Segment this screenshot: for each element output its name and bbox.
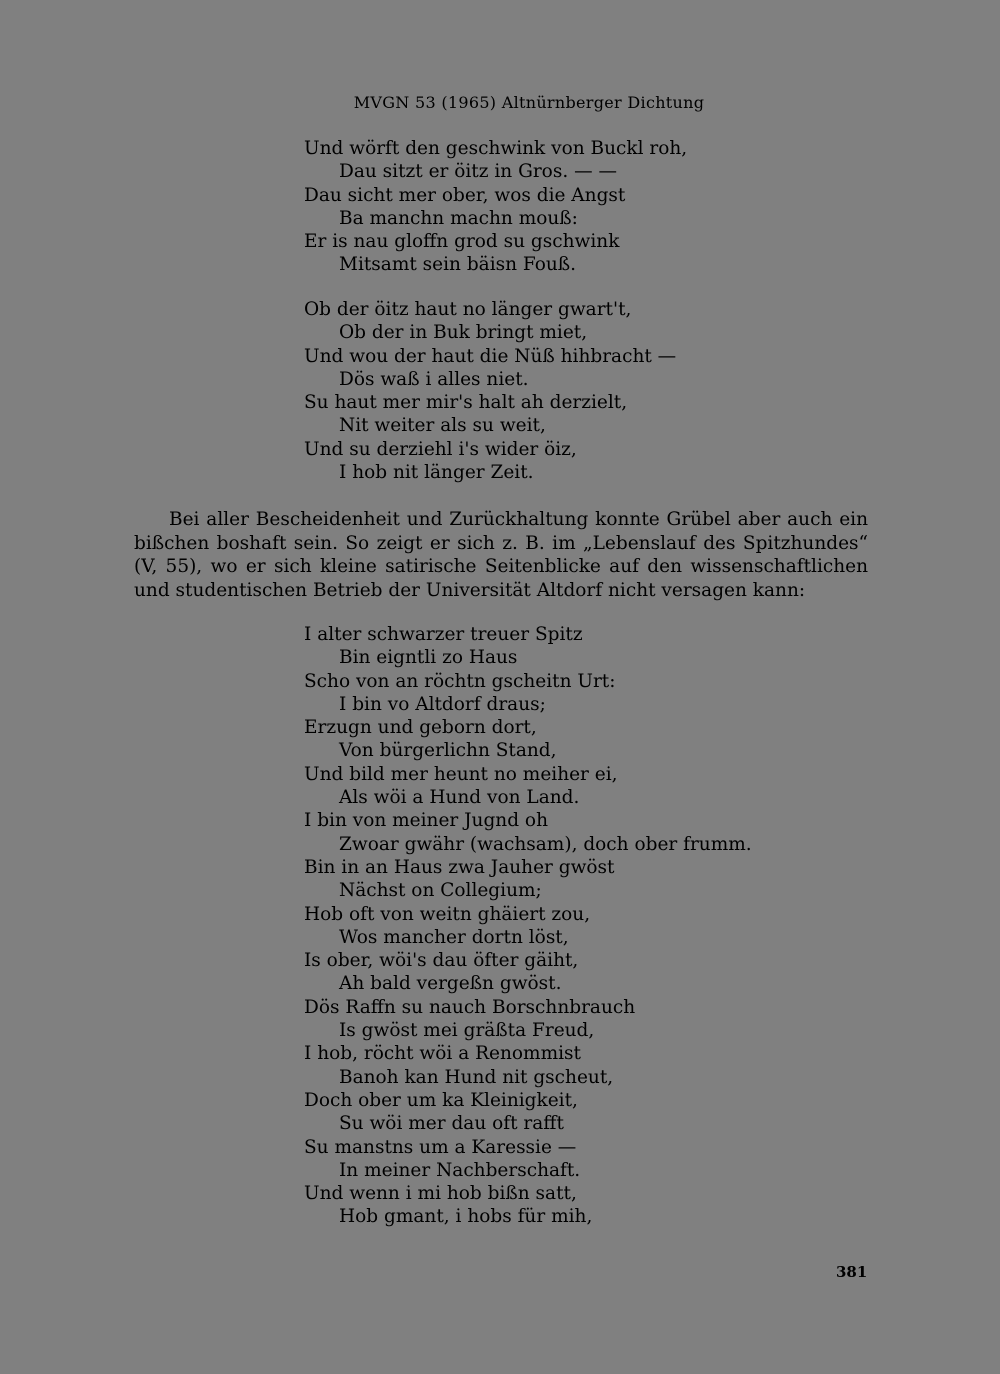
verse-line: Hob oft von weitn ghäiert zou, — [304, 903, 591, 925]
verse-line: I bin von meiner Jugnd oh — [304, 810, 548, 832]
poem-spitzhund — [304, 623, 752, 1229]
running-title: MVGN 53 (1965) Altnürnberger Dichtung — [353, 93, 705, 112]
verse-line: Und wenn i mi hob bißn satt, — [304, 1183, 577, 1205]
verse-line: Von bürgerlichn Stand, — [339, 740, 557, 762]
verse-line: Und bild mer heunt no meiher ei, — [304, 763, 618, 785]
verse-line: Banoh kan Hund nit gscheut, — [339, 1066, 614, 1088]
verse-line: Su haut mer mir's halt ah derzielt, — [304, 392, 628, 414]
verse-line: Als wöi a Hund von Land. — [339, 787, 580, 809]
verse-line: Dau sicht mer ober, wos die Angst — [304, 184, 626, 206]
verse-line: Er is nau gloffn grod su gschwink — [304, 231, 620, 253]
verse-line: Bin in an Haus zwa Jauher gwöst — [304, 856, 615, 878]
verse-line: Is ober, wöi's dau öfter gäiht, — [304, 950, 579, 972]
verse-line: Is gwöst mei gräßta Freud, — [339, 1020, 595, 1042]
verse-line: Erzugn und geborn dort, — [304, 717, 537, 739]
verse-line: Wos mancher dortn löst, — [339, 926, 569, 948]
verse-line: I bin vo Altdorf draus; — [339, 693, 546, 715]
stanza-2 — [304, 298, 676, 484]
page-number: 381 — [836, 1263, 868, 1281]
verse-line: Dau sitzt er öitz in Gros. — — — [339, 161, 617, 183]
verse-line: Und wörft den geschwink von Buckl roh, — [304, 138, 688, 159]
verse-line: Ob der öitz haut no länger gwart't, — [304, 299, 632, 320]
verse-line: Su manstns um a Karessie — — [304, 1136, 577, 1158]
stanza-1 — [304, 137, 687, 277]
verse-line: Nächst on Collegium; — [339, 880, 542, 902]
running-header — [0, 93, 1000, 112]
verse-line: I alter schwarzer treuer Spitz — [304, 624, 583, 645]
body-paragraph — [134, 508, 868, 602]
verse-line: Mitsamt sein bäisn Fouß. — [339, 254, 577, 276]
verse-line: I hob, röcht wöi a Renommist — [304, 1043, 581, 1065]
verse-line: Zwoar gwähr (wachsam), doch ober frumm. — [339, 833, 752, 855]
verse-line: I hob nit länger Zeit. — [339, 462, 534, 484]
verse-line: Scho von an röchtn gscheitn Urt: — [304, 670, 616, 692]
verse-line: Dös waß i alles niet. — [339, 368, 529, 390]
verse-line: Und wou der haut die Nüß hihbracht — — [304, 345, 677, 367]
verse-line: Hob gmant, i hobs für mih, — [339, 1206, 593, 1228]
verse-line: Ah bald vergeßn gwöst. — [339, 973, 562, 995]
verse-line: Nit weiter als su weit, — [339, 415, 546, 437]
verse-line: Ob der in Buk bringt miet, — [339, 322, 588, 344]
verse-line: Doch ober um ka Kleinigkeit, — [304, 1089, 578, 1111]
paragraph-text: Bei aller Bescheidenheit und Zurückhaltung konnte Grübel aber auch ein bißchen boshaft sein. So zeigt er sich z. B. im „Lebenslauf des Spitzhundes“ (V, 55), wo er sich kleine satirische Seitenblicke auf den wissenschaftlichen und studentischen Betrieb der Universität Altdorf nicht versagen kann: — [134, 509, 868, 601]
verse-line: Bin eigntli zo Haus — [339, 647, 518, 669]
verse-line: Su wöi mer dau oft rafft — [339, 1113, 564, 1135]
verse-line: Dös Raffn su nauch Borschnbrauch — [304, 996, 636, 1018]
verse-line: Ba manchn machn mouß: — [339, 207, 578, 229]
verse-line: In meiner Nachberschaft. — [339, 1159, 581, 1181]
verse-line: Und su derziehl i's wider öiz, — [304, 438, 577, 460]
